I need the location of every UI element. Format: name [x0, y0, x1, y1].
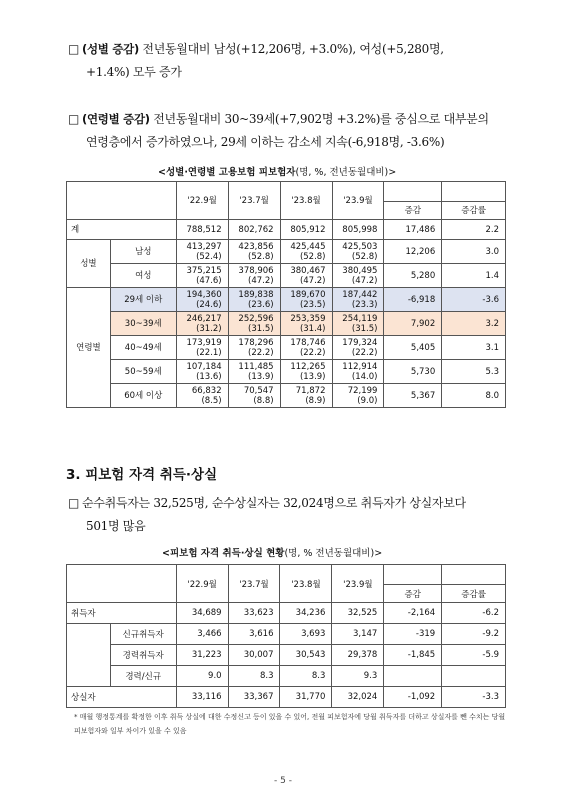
header-spacer — [442, 565, 506, 585]
bullet-text-cont: 501명 많음 — [86, 519, 146, 533]
cell: 3,466 — [176, 624, 228, 645]
cell: 31,770 — [280, 687, 332, 708]
table-row — [67, 645, 506, 666]
acquisition-paragraph — [68, 492, 508, 538]
page-number: - 5 - — [274, 776, 292, 786]
table-row — [67, 666, 506, 687]
cell: 7,902 — [384, 312, 442, 336]
row-label: 계 — [67, 220, 177, 240]
header-spacer — [384, 565, 442, 585]
acquisition-loss-table — [66, 564, 506, 708]
cell: 30,007 — [228, 645, 280, 666]
bullet-label: (성별 증감) — [82, 42, 139, 56]
table-row — [67, 624, 506, 645]
cell: 3.1 — [442, 336, 506, 360]
cell — [384, 666, 442, 687]
caption-unit: (명, %, 전년동월대비)> — [295, 167, 397, 178]
cell: 9.3 — [332, 666, 384, 687]
cell: 788,512 — [176, 220, 228, 240]
cell: 30,543 — [280, 645, 332, 666]
cell: -319 — [384, 624, 442, 645]
cell: -1,092 — [384, 687, 442, 708]
bullet-text: 전년동월대비 30~39세(+7,902명 +3.2%)를 중심으로 대부분의 — [149, 112, 489, 126]
footnote: * 매월 행정통계를 확정한 이후 취득 상실에 대한 수정신고 등이 있을 수 있어, 전월 피보험자에 당월 취득자를 더하고 상실자를 뺀 수치는 당월 피보험자와 일부 차이가 있을 수 있음 — [74, 713, 506, 735]
cell: 805,998 — [332, 220, 384, 240]
cell: 29,378 — [332, 645, 384, 666]
cell: 34,236 — [280, 603, 332, 624]
gender-change-paragraph — [68, 38, 508, 84]
cell: 5,280 — [384, 264, 442, 288]
header-spacer — [384, 182, 442, 202]
col-header: 증감률 — [442, 585, 506, 603]
col-header: '23.9월 — [332, 182, 384, 220]
cell: 33,367 — [228, 687, 280, 708]
cell: 33,116 — [176, 687, 228, 708]
col-header: '23.7월 — [228, 182, 280, 220]
cell: 802,762 — [228, 220, 280, 240]
cell: -2,164 — [384, 603, 442, 624]
col-header: '23.9월 — [332, 565, 384, 603]
col-header: 증감 — [384, 585, 442, 603]
corner-cell — [67, 182, 177, 220]
table-row — [67, 687, 506, 708]
cell: 8.3 — [228, 666, 280, 687]
cell: 1.4 — [442, 264, 506, 288]
table2-caption — [162, 545, 382, 559]
cell: 12,206 — [384, 240, 442, 264]
cell: 3.0 — [442, 240, 506, 264]
cell: 3,616 — [228, 624, 280, 645]
row-label: 취득자 — [67, 603, 177, 624]
group-label: 성별 — [67, 240, 111, 288]
square-bullet-icon: □ — [68, 496, 80, 510]
table-row — [67, 603, 506, 624]
cell: 5,367 — [384, 384, 442, 408]
col-header: '23.8월 — [280, 182, 332, 220]
table-row: 성별 남성 413,297 (52.4) 423,856 (52.8) 425,445 (52.8) 425,503 (52.8) 12,206 3.0 — [67, 240, 506, 264]
cell: -5.9 — [442, 645, 506, 666]
cell: 17,486 — [384, 220, 442, 240]
caption-title: <피보험 자격 취득·상실 현황 — [162, 548, 285, 559]
table-row: 연령별 29세 이하 194,360 (24.6) 189,838 (23.6) 189,670 (23.5) 187,442 (23.3) -6,918 -3.6 — [67, 288, 506, 312]
cell: -3.6 — [442, 288, 506, 312]
square-bullet-icon: □ — [68, 112, 80, 126]
cell: 31,223 — [176, 645, 228, 666]
cell: 34,689 — [176, 603, 228, 624]
row-label: 신규취득자 — [110, 624, 176, 645]
col-header: '23.8월 — [280, 565, 332, 603]
cell: 8.0 — [442, 384, 506, 408]
row-label: 30~39세 — [110, 312, 176, 336]
cell: 9.0 — [176, 666, 228, 687]
bullet-text-cont: +1.4%) 모두 증가 — [86, 65, 182, 79]
table-row: 여성 375,215 (47.6) 378,906 (47.2) 380,467 (47.2) 380,495 (47.2) 5,280 1.4 — [67, 264, 506, 288]
cell: -9.2 — [442, 624, 506, 645]
insured-by-gender-age-table — [66, 181, 506, 408]
bullet-text-cont: 연령층에서 증가하였으나, 29세 이하는 감소세 지속(-6,918명, -3.6%) — [86, 135, 445, 149]
caption-title: <성별·연령별 고용보험 피보험자 — [158, 167, 296, 178]
corner-cell — [67, 565, 177, 603]
bullet-label: (연령별 증감) — [82, 112, 150, 126]
col-header: 증감 — [384, 202, 442, 220]
cell: 3,693 — [280, 624, 332, 645]
cell: 5.3 — [442, 360, 506, 384]
bullet-text: 전년동월대비 남성(+12,206명, +3.0%), 여성(+5,280명, — [138, 42, 444, 56]
cell: -3.3 — [442, 687, 506, 708]
square-bullet-icon: □ — [68, 42, 80, 56]
cell: 3,147 — [332, 624, 384, 645]
cell: -6,918 — [384, 288, 442, 312]
col-header: '22.9월 — [176, 565, 228, 603]
table-row: 50~59세 107,184 (13.6) 111,485 (13.9) 112,265 (13.9) 112,914 (14.0) 5,730 5.3 — [67, 360, 506, 384]
col-header: '22.9월 — [176, 182, 228, 220]
cell: 3.2 — [442, 312, 506, 336]
section-heading: 3. 피보험 자격 취득·상실 — [66, 467, 218, 483]
cell: 5,405 — [384, 336, 442, 360]
cell: -6.2 — [442, 603, 506, 624]
row-label: 경력/신규 — [110, 666, 176, 687]
row-label: 50~59세 — [110, 360, 176, 384]
cell: -1,845 — [384, 645, 442, 666]
row-label: 여성 — [110, 264, 176, 288]
caption-unit: (명, % 전년동월대비)> — [284, 548, 383, 559]
row-label: 60세 이상 — [110, 384, 176, 408]
cell: 33,623 — [228, 603, 280, 624]
table1-caption — [158, 164, 396, 178]
cell: 5,730 — [384, 360, 442, 384]
cell: 805,912 — [280, 220, 332, 240]
row-label: 29세 이하 — [110, 288, 176, 312]
age-change-paragraph — [68, 108, 508, 154]
cell: 32,525 — [332, 603, 384, 624]
table-row: 60세 이상 66,832 (8.5) 70,547 (8.8) 71,872 (8.9) 72,199 (9.0) 5,367 8.0 — [67, 384, 506, 408]
indent-spacer — [67, 624, 111, 687]
cell: 2.2 — [442, 220, 506, 240]
cell — [442, 666, 506, 687]
table-row: 40~49세 173,919 (22.1) 178,296 (22.2) 178,746 (22.2) 179,324 (22.2) 5,405 3.1 — [67, 336, 506, 360]
group-label: 연령별 — [67, 288, 111, 408]
row-label: 40~49세 — [110, 336, 176, 360]
bullet-text: 순수취득자는 32,525명, 순수상실자는 32,024명으로 취득자가 상실자보다 — [82, 496, 466, 510]
col-header: 증감률 — [442, 202, 506, 220]
row-label: 경력취득자 — [110, 645, 176, 666]
table-row — [67, 220, 506, 240]
table-row: 30~39세 246,217 (31.2) 252,596 (31.5) 253,359 (31.4) 254,119 (31.5) 7,902 3.2 — [67, 312, 506, 336]
header-spacer — [442, 182, 506, 202]
row-label: 남성 — [110, 240, 176, 264]
cell: 32,024 — [332, 687, 384, 708]
row-label: 상실자 — [67, 687, 177, 708]
col-header: '23.7월 — [228, 565, 280, 603]
cell: 8.3 — [280, 666, 332, 687]
